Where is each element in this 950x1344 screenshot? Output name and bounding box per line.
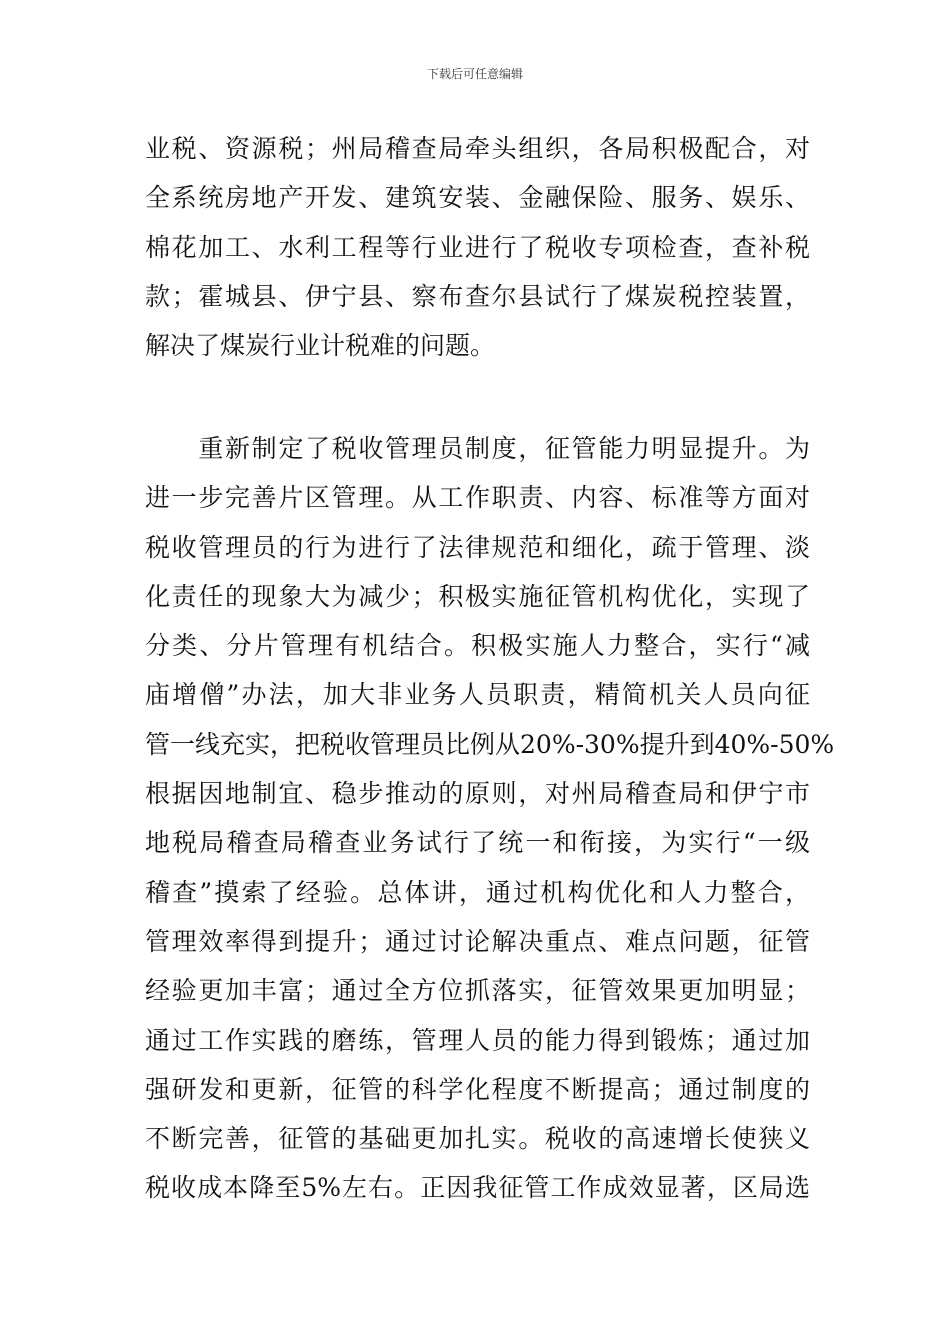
paragraph-line: 化责任的现象大为减少；积极实施征管机构优化，实现了 (145, 581, 810, 611)
paragraph-2 (145, 424, 835, 1213)
paragraph-line: 业税、资源税；州局稽查局牵头组织，各局积极配合，对 (145, 134, 810, 163)
paragraph-line: 税收管理员的行为进行了法律规范和细化，疏于管理、淡 (145, 532, 810, 562)
page-header: 下载后可任意编辑 (426, 67, 523, 81)
paragraph-line: 款；霍城县、伊宁县、察布查尔县试行了煤炭税控装置， (145, 281, 810, 311)
paragraph-line: 经验更加丰富；通过全方位抓落实，征管效果更加明显； (145, 976, 810, 1006)
paragraph-line: 棉花加工、水利工程等行业进行了税收专项检查，查补税 (145, 232, 810, 262)
paragraph-line: 重新制定了税收管理员制度，征管能力明显提升。为 (145, 434, 810, 463)
paragraph-line: 稽查”摸索了经验。总体讲，通过机构优化和人力整合， (145, 877, 810, 907)
paragraph-line: 税收成本降至5%左右。正因我征管工作成效显著，区局选 (145, 1173, 810, 1203)
paragraph-line: 进一步完善片区管理。从工作职责、内容、标准等方面对 (145, 483, 810, 513)
paragraph-line: 解决了煤炭行业计税难的问题。 (145, 331, 496, 361)
paragraph-line: 管理效率得到提升；通过讨论解决重点、难点问题，征管 (145, 926, 810, 956)
paragraph-line: 不断完善，征管的基础更加扎实。税收的高速增长使狭义 (145, 1124, 810, 1154)
paragraph-line: 分类、分片管理有机结合。积极实施人力整合，实行“减 (145, 631, 810, 661)
paragraph-line: 地税局稽查局稽查业务试行了统一和衔接，为实行“一级 (145, 828, 810, 858)
paragraph-line: 根据因地制宜、稳步推动的原则，对州局稽查局和伊宁市 (145, 779, 810, 809)
paragraph-1 (145, 124, 810, 370)
paragraph-line: 全系统房地产开发、建筑安装、金融保险、服务、娱乐、 (145, 183, 810, 213)
paragraph-line: 强研发和更新，征管的科学化程度不断提高；通过制度的 (145, 1074, 810, 1104)
paragraph-line: 管一线充实，把税收管理员比例从20%-30%提升到40%-50% (145, 729, 835, 759)
paragraph-line: 通过工作实践的磨练，管理人员的能力得到锻炼；通过加 (145, 1025, 810, 1055)
paragraph-line: 庙增僧”办法，加大非业务人员职责，精简机关人员向征 (145, 680, 810, 710)
